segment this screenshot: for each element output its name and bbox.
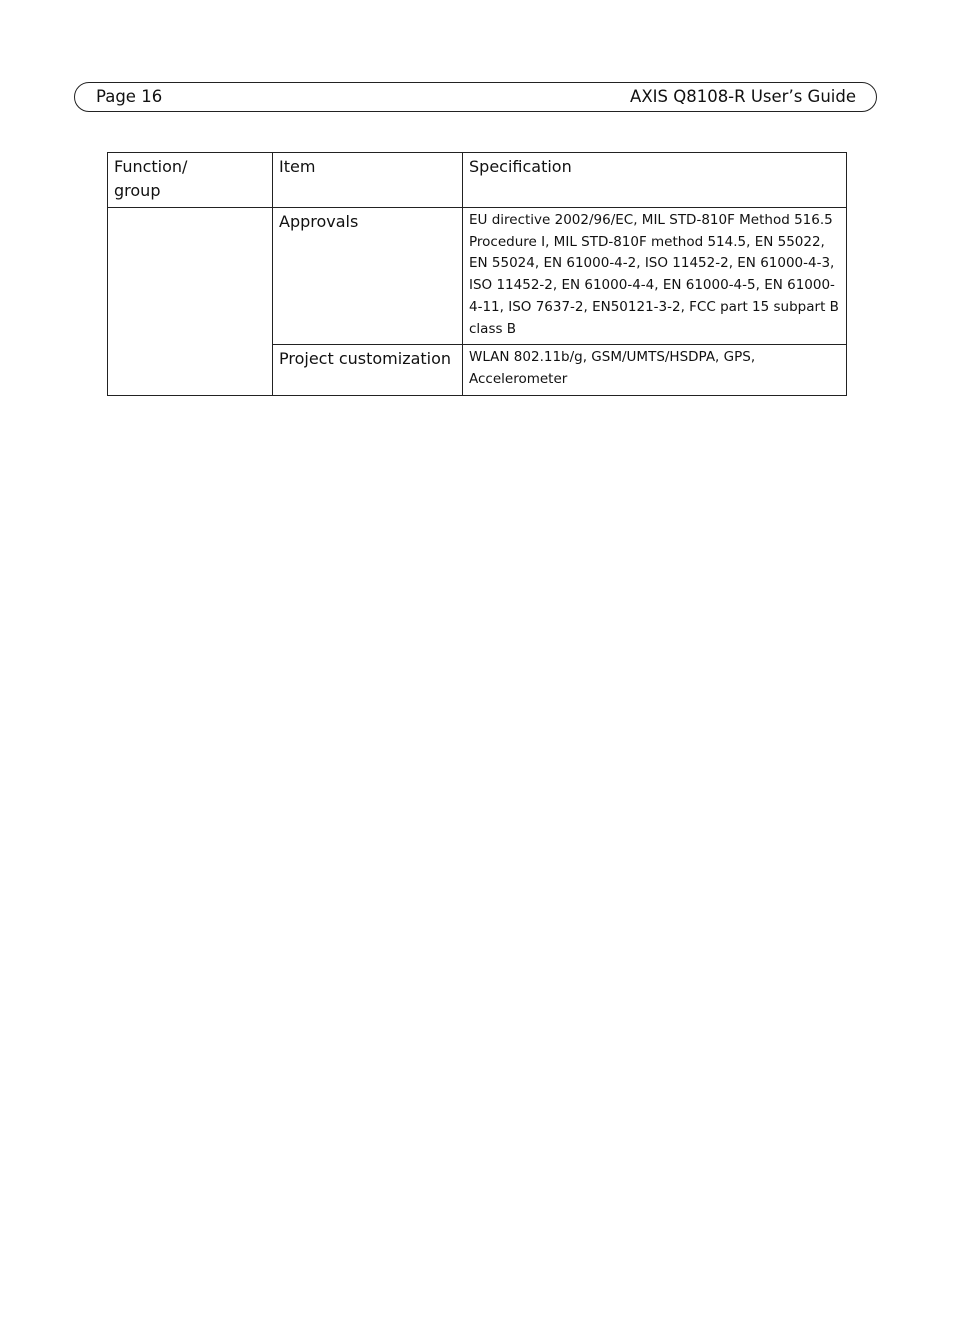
table-row bbox=[108, 208, 847, 345]
item-cell-project-customization: Project customization bbox=[273, 345, 463, 395]
column-header-specification: Specification bbox=[463, 153, 847, 208]
column-header-item: Item bbox=[273, 153, 463, 208]
guide-title: AXIS Q8108-R User’s Guide bbox=[630, 87, 856, 106]
spec-cell-approvals: EU directive 2002/96/EC, MIL STD-810F Method 516.5 Procedure I, MIL STD-810F method 514.5, EN 55022, EN 55024, EN 61000-4-2, ISO 11452-2, EN 61000-4-3, ISO 11452-2, EN 61000-4-4, EN 61000-4-5, EN 61000-4-11, ISO 7637-2, EN50121-3-2, FCC part 15 subpart B class B bbox=[463, 208, 847, 345]
table-header-row bbox=[108, 153, 847, 208]
column-header-function-group: Function/ group bbox=[108, 153, 273, 208]
specification-table bbox=[107, 152, 847, 396]
function-group-cell bbox=[108, 208, 273, 396]
page-number: Page 16 bbox=[96, 87, 163, 106]
spec-cell-project-customization: WLAN 802.11b/g, GSM/UMTS/HSDPA, GPS, Accelerometer bbox=[463, 345, 847, 395]
item-cell-approvals: Approvals bbox=[273, 208, 463, 345]
page-header bbox=[74, 82, 877, 112]
